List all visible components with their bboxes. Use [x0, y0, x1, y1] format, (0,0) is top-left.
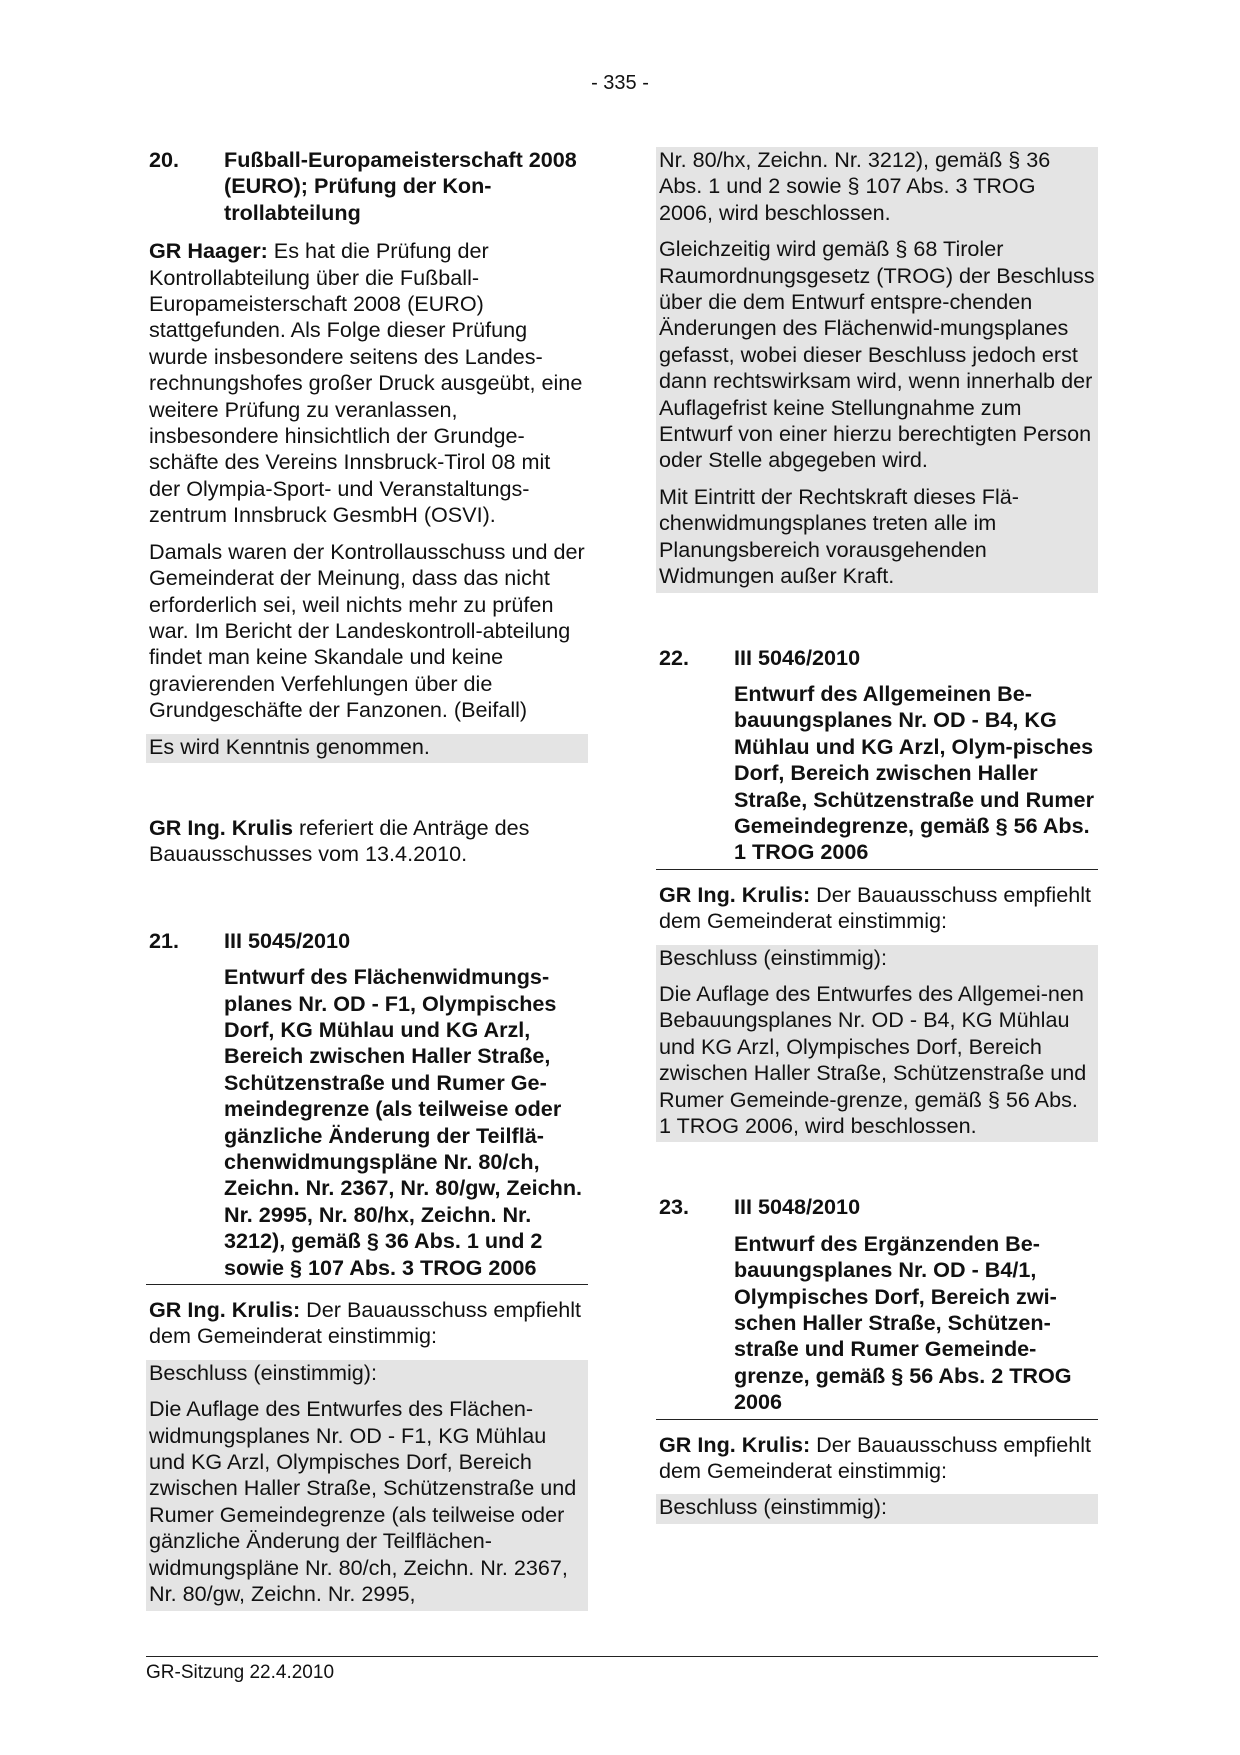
item-21-decision — [146, 1360, 588, 1611]
decision-text-continued: Nr. 80/hx, Zeichn. Nr. 3212), gemäß § 36 Abs. 1 und 2 sowie § 107 Abs. 3 TROG 2006, wird beschlossen. — [656, 147, 1098, 236]
item-22-number: 22. — [659, 644, 690, 670]
item-20-title: Fußball-Europameisterschaft 2008 (EURO); Prüfung der Kon-trollabteilung — [224, 147, 577, 225]
page-number: - 335 - — [591, 72, 649, 94]
item-23-heading — [656, 1194, 1098, 1220]
item-23-decision-label: Beschluss (einstimmig): — [656, 1494, 1098, 1523]
recommendation-text: Der Bauausschuss empfiehlt dem Gemeinderat einstimmig: — [149, 1297, 582, 1349]
item-23-ref: III 5048/2010 — [734, 1194, 861, 1220]
intro-speaker: GR Ing. Krulis — [149, 814, 293, 840]
speaker-name: GR Ing. Krulis: — [659, 881, 811, 907]
item-21-number: 21. — [149, 927, 180, 953]
item-20-statement — [146, 238, 588, 528]
item-22-decision — [656, 945, 1098, 1143]
item-21-ref: III 5045/2010 — [224, 927, 351, 953]
statement-text: Es hat die Prüfung der Kontrollabteilung über die Fußball-Europameisterschaft 2008 (EURO) stattgefunden. Als Folge dieser Prüfung wurde insbesondere seitens des Landes-rechnungshofes großer Druck ausgeübt, eine weitere Prüfung zu veranlassen, insbesondere hinsichtlich der Grundge-schäfte des Vereins Innsbruck-Tirol 08 mit der Olympia-Sport- und Veranstaltungs-zentrum Innsbruck GesmbH (OSVI). — [149, 238, 583, 528]
decision-label: Beschluss (einstimmig): — [146, 1360, 588, 1396]
recommendation-text: Der Bauausschuss empfiehlt dem Gemeinderat einstimmig: — [659, 1431, 1092, 1484]
decision-paragraph-3: Mit Eintritt der Rechtskraft dieses Flä-chenwidmungsplanes treten alle im Planungsbereich vorausgehenden Widmungen außer Kraft. — [656, 484, 1098, 593]
decision-text: Die Auflage des Entwurfes des Allgemei-nen Bebauungsplanes Nr. OD - B4, KG Mühlau und KG Arzl, Olympisches Dorf, Bereich zwischen Haller Straße, Schützenstraße und Rumer Gemeinde-grenze, gemäß § 56 Abs. 1 TROG 2006, wird beschlossen. — [656, 981, 1098, 1142]
item-21-decision-continued — [656, 147, 1098, 593]
item-23-number: 23. — [659, 1194, 690, 1220]
decision-label: Beschluss (einstimmig): — [656, 945, 1098, 981]
speaker-name: GR Ing. Krulis: — [149, 1297, 301, 1323]
page-footer: GR-Sitzung 22.4.2010 — [146, 1656, 1098, 1684]
item-23-subject: Entwurf des Ergänzenden Be-bauungsplanes Nr. OD - B4/1, Olympisches Dorf, Bereich zwi-schen Haller Straße, Schützen-straße und Rumer Gemeinde-grenze, gemäß § 56 Abs. 2 TROG 2006 — [656, 1231, 1098, 1420]
item-22-recommendation — [656, 882, 1098, 935]
speaker-name: GR Ing. Krulis: — [659, 1431, 811, 1457]
speaker-name: GR Haager: — [149, 238, 268, 264]
item-20-heading — [146, 147, 588, 226]
item-20-paragraph-2: Damals waren der Kontrollausschuss und der Gemeinderat der Meinung, dass das nicht erforderlich sei, weil nichts mehr zu prüfen war. Im Bericht der Landeskontroll-abteilung findet man keine Skandale und keine gravierenden Verfehlungen über die Grundgeschäfte der Fanzonen. (Beifall) — [149, 538, 585, 723]
item-22-heading — [656, 645, 1098, 671]
item-21-recommendation — [146, 1297, 588, 1350]
item-21-subject: Entwurf des Flächenwidmungs-planes Nr. OD - F1, Olympisches Dorf, KG Mühlau und KG Arzl, Bereich zwischen Haller Straße, Schützenstraße und Rumer Ge-meindegrenze (als teilweise oder gänzliche Änderung der Teilflä-chenwidmungspläne Nr. 80/ch, Zeichn. Nr. 2367, Nr. 80/gw, Zeichn. Nr. 2995, Nr. 80/hx, Zeichn. Nr. 3212), gemäß § 36 Abs. 1 und 2 sowie § 107 Abs. 3 TROG 2006 — [146, 964, 588, 1285]
item-23-recommendation — [656, 1432, 1098, 1485]
item-21-heading — [146, 928, 588, 954]
item-20-note: Es wird Kenntnis genommen. — [146, 734, 588, 763]
left-column — [146, 147, 588, 1621]
item-22-ref: III 5046/2010 — [734, 644, 861, 670]
right-column — [656, 147, 1098, 1534]
intro-text: referiert die Anträge des Bauausschusses vom 13.4.2010. — [149, 814, 530, 867]
item-20-number: 20. — [149, 147, 180, 172]
intro-paragraph — [146, 815, 588, 868]
recommendation-text: Der Bauausschuss empfiehlt dem Gemeinderat einstimmig: — [659, 881, 1092, 934]
decision-paragraph-2: Gleichzeitig wird gemäß § 68 Tiroler Raumordnungsgesetz (TROG) der Beschluss über die dem Entwurf entspre-chenden Änderungen des Flächenwid-mungsplanes gefasst, wobei dieser Beschluss jedoch erst dann rechtswirksam wird, wenn innerhalb der Auflagefrist keine Stellungnahme zum Entwurf von einer hierzu berechtigten Person oder Stelle abgegeben wird. — [656, 236, 1098, 484]
decision-text: Die Auflage des Entwurfes des Flächen-widmungsplanes Nr. OD - F1, KG Mühlau und KG Arzl, Olympisches Dorf, Bereich zwischen Haller Straße, Schützenstraße und Rumer Gemeindegrenze (als teilweise oder gänzliche Änderung der Teilflächen-widmungspläne Nr. 80/ch, Zeichn. Nr. 2367, Nr. 80/gw, Zeichn. Nr. 2995, — [146, 1396, 588, 1610]
item-22-subject: Entwurf des Allgemeinen Be-bauungsplanes Nr. OD - B4, KG Mühlau und KG Arzl, Olym-pisches Dorf, Bereich zwischen Haller Straße, Schützenstraße und Rumer Gemeindegrenze, gemäß § 56 Abs. 1 TROG 2006 — [656, 681, 1098, 870]
